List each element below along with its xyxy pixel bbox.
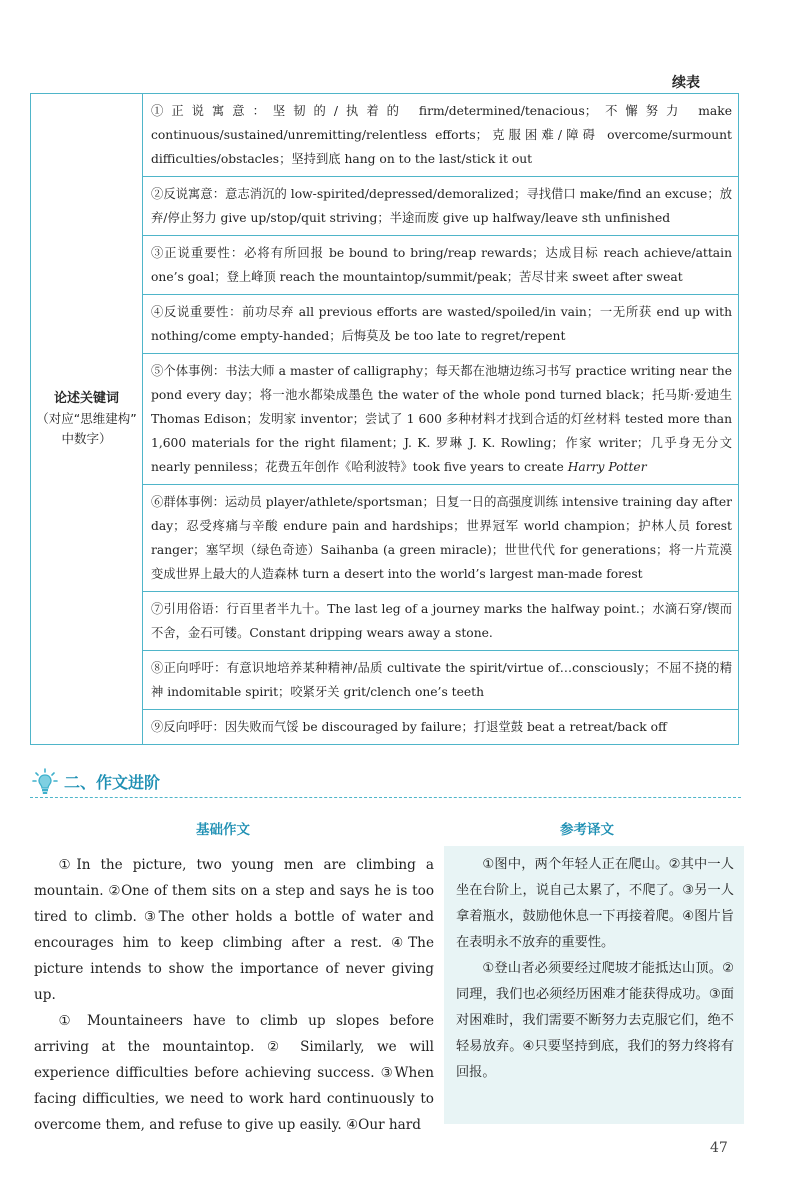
translation-paragraph-1: ①图中，两个年轻人正在爬山。②其中一人坐在台阶上，说自己太累了，不爬了。③另一人拿着瓶水，鼓励他休息一下再接着爬。④图片旨在表明永不放弃的重要性。 xyxy=(456,857,734,950)
book-title: Harry Potter xyxy=(567,460,647,474)
section-header xyxy=(30,768,741,798)
keyword-item-5-text: ⑤个体事例：书法大师 a master of calligraphy；每天都在池塘边练习书写 practice writing near the pond every day；将一池水都染成墨色 the water of the whole pond turned black；托马斯·爱迪生 Thomas Edison；发明家 inventor；尝试了 1 600 多种材料才找到合适的灯丝材料 tested more than 1,600 materials for the right filament；J. K. 罗琳 J. K. Rowling；作家 writer；几乎身无分文 nearly penniless；花费五年创作《哈利波特》took five years to create xyxy=(151,364,732,474)
keyword-item-7: ⑦引用俗语：行百里者半九十。The last leg of a journey marks the halfway point.；水滴石穿/锲而不舍，金石可镂。Constant dripping wears away a stone. xyxy=(143,592,739,651)
essay-paragraph-2: ① Mountaineers have to climb up slopes before arriving at the mountaintop. ② Similarly, we will experience difficulties before achieving success. ③When facing difficulties, we need to work hard continuously to overcome them, and refuse to give up easily. ④Our hard xyxy=(34,1013,434,1133)
keyword-item-1: ①正说寓意：坚韧的/执着的 firm/determined/tenacious；不懈努力 make continuous/sustained/unremitting/relentless efforts；克服困难/障碍 overcome/surmount difficulties/obstacles；坚持到底 hang on to the last/stick it out xyxy=(143,94,739,177)
keyword-label-note-2: 中数字） xyxy=(61,431,112,446)
keyword-label-cell xyxy=(31,94,143,745)
table-row xyxy=(31,94,739,177)
section-title: 二、作文进阶 xyxy=(64,773,161,792)
keyword-item-2: ②反说寓意：意志消沉的 low-spirited/depressed/demoralized；寻找借口 make/find an excuse；放弃/停止努力 give up/stop/quit striving；半途而废 give up halfway/leave sth unfinished xyxy=(143,177,739,236)
basic-essay-title: 基础作文 xyxy=(196,822,250,838)
translation-title: 参考译文 xyxy=(560,822,614,838)
reference-translation xyxy=(444,846,744,1124)
section-divider xyxy=(30,797,741,798)
keyword-item-4: ④反说重要性：前功尽弃 all previous efforts are wasted/spoiled/in vain；一无所获 end up with nothing/come empty-handed；后悔莫及 be too late to regret/repent xyxy=(143,295,739,354)
lightbulb-icon xyxy=(32,768,58,796)
keyword-item-5 xyxy=(143,354,739,485)
keyword-item-8: ⑧正向呼吁：有意识地培养某种精神/品质 cultivate the spirit/virtue of…consciously；不屈不挠的精神 indomitable spirit；咬紧牙关 grit/clench one’s teeth xyxy=(143,651,739,710)
keyword-item-9: ⑨反向呼吁：因失败而气馁 be discouraged by failure；打退堂鼓 beat a retreat/back off xyxy=(143,710,739,745)
continued-table-label: 续表 xyxy=(672,75,700,91)
page-number: 47 xyxy=(710,1140,728,1156)
keyword-label-note-1: （对应“思维建构” xyxy=(36,411,137,426)
keyword-item-3: ③正说重要性：必将有所回报 be bound to bring/reap rewards；达成目标 reach achieve/attain one’s goal；登上峰顶 reach the mountaintop/summit/peak；苦尽甘来 sweet after sweat xyxy=(143,236,739,295)
translation-paragraph-2: ①登山者必须要经过爬坡才能抵达山顶。②同理，我们也必须经历困难才能获得成功。③面对困难时，我们需要不断努力去克服它们，绝不轻易放弃。④只要坚持到底，我们的努力终将有回报。 xyxy=(456,961,734,1080)
keyword-label: 论述关键词 xyxy=(53,391,119,406)
keyword-table xyxy=(30,93,739,745)
essay-paragraph-1: ①In the picture, two young men are climbing a mountain. ②One of them sits on a step and says he is too tired to climb. ③The other holds a bottle of water and encourages him to keep climbing after a rest. ④The picture intends to show the importance of never giving up. xyxy=(34,857,434,1003)
basic-essay xyxy=(34,852,434,1138)
keyword-item-6: ⑥群体事例：运动员 player/athlete/sportsman；日复一日的高强度训练 intensive training day after day；忍受疼痛与辛酸 endure pain and hardships；世界冠军 world champion；护林人员 forest ranger；塞罕坝（绿色奇迹）Saihanba (a green miracle)；世世代代 for generations；将一片荒漠变成世界上最大的人造森林 turn a desert into the world’s largest man-made forest xyxy=(143,485,739,592)
